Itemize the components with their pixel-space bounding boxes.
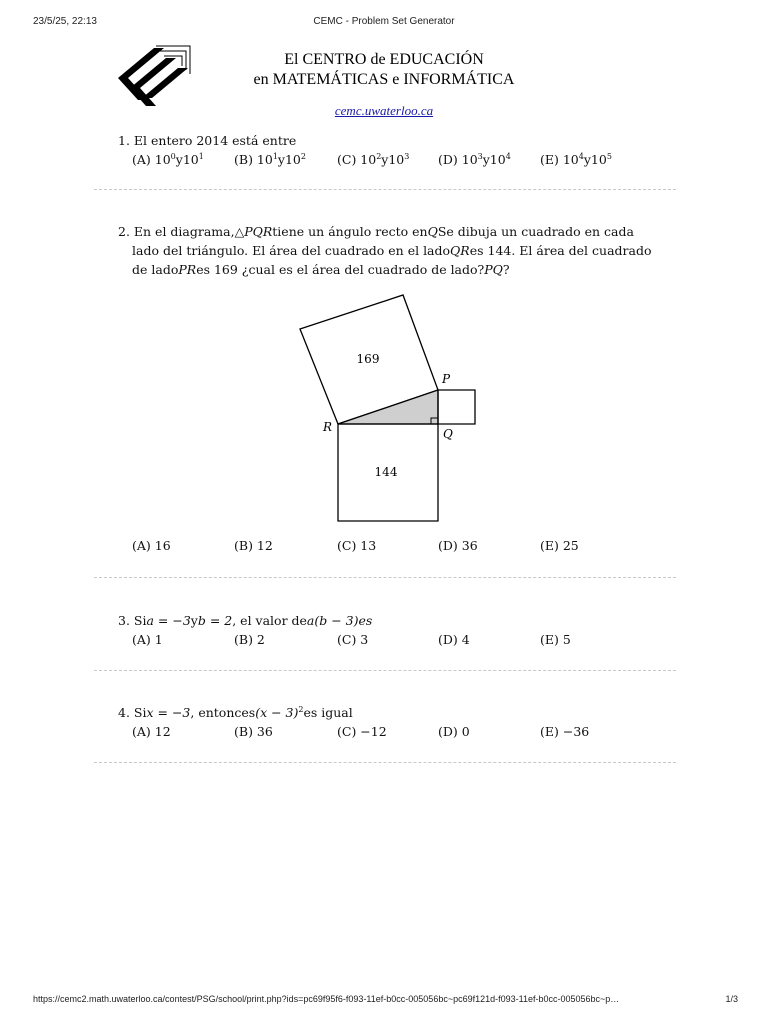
option-d: (D) $10^3y10^4$ (438, 152, 511, 167)
option-d: (D) 0 (438, 724, 470, 739)
question-1 (118, 131, 658, 169)
print-header (0, 16, 768, 30)
vertex-label-r: R (323, 420, 333, 434)
print-datetime: 23/5/25, 22:13 (33, 16, 97, 27)
question-separator (94, 670, 676, 671)
org-title (192, 50, 576, 90)
option-d: (D) 4 (438, 632, 470, 647)
option-c: (C) $10^2y10^3$ (337, 152, 410, 167)
options-row (132, 630, 658, 649)
cemc-logo (116, 44, 192, 108)
question-stem-line-2: lado del triángulo. El área del cuadrado en el ladoQRes 144. El área del cuadrado (132, 243, 652, 258)
site-link[interactable]: cemc.uwaterloo.ca (334, 103, 434, 118)
option-a: (A) 16 (132, 538, 171, 553)
area-label-169: 169 (356, 352, 380, 366)
question-4 (118, 703, 658, 741)
options-row (132, 150, 658, 169)
question-stem-line-3: de ladoPRes 169 ¿cual es el área del cuadrado de lado?PQ? (132, 262, 510, 277)
option-e: (E) −36 (540, 724, 590, 739)
option-b: (B) $10^1y10^2$ (234, 152, 306, 167)
option-a: (A) $10^0y10^1$ (132, 152, 204, 167)
question-3 (118, 611, 658, 649)
question-stem-line-1: 2. En el diagrama,△PQRtiene un ángulo recto enQSe dibuja un cuadrado en cada (118, 224, 634, 239)
vertex-label-q: Q (443, 427, 453, 441)
print-page-title: CEMC - Problem Set Generator (313, 16, 455, 27)
question-2 (118, 222, 658, 279)
option-e: (E) 5 (540, 632, 571, 647)
print-footer (0, 994, 768, 1008)
option-c: (C) 3 (337, 632, 369, 647)
option-e: (E) $10^4y10^5$ (540, 152, 612, 167)
question-separator (94, 577, 676, 578)
question-stem: 3. Sia = −3yb = 2, el valor dea(b − 3)es (118, 613, 373, 628)
option-a: (A) 12 (132, 724, 171, 739)
option-c: (C) 13 (337, 538, 377, 553)
area-label-144: 144 (374, 465, 398, 479)
option-b: (B) 12 (234, 538, 273, 553)
option-a: (A) 1 (132, 632, 163, 647)
question-stem: 1. El entero 2014 está entre (118, 133, 297, 148)
options-row (132, 536, 658, 555)
print-page-count: 1/3 (725, 994, 738, 1004)
option-b: (B) 36 (234, 724, 273, 739)
vertex-label-p: P (442, 372, 451, 386)
square-on-pq (438, 390, 475, 424)
question-2-options (118, 536, 658, 555)
option-d: (D) 36 (438, 538, 478, 553)
option-e: (E) 25 (540, 538, 579, 553)
question-stem: 4. Six = −3, entonces(x − 3)$^2$es igual (118, 705, 353, 720)
option-b: (B) 2 (234, 632, 265, 647)
pythagoras-diagram (294, 290, 484, 526)
org-title-line1: El CENTRO de EDUCACIÓN (284, 51, 484, 68)
option-c: (C) −12 (337, 724, 387, 739)
question-separator (94, 762, 676, 763)
question-separator (94, 189, 676, 190)
options-row (132, 722, 658, 741)
print-url: https://cemc2.math.uwaterloo.ca/contest/PSG/school/print.php?ids=pc69f95f6-f093-11ef-b0cc-005056bc~pc69f121d-f093-11ef-b0cc-005056bc~p… (33, 994, 620, 1004)
org-title-line2: en MATEMÁTICAS e INFORMÁTICA (253, 71, 515, 88)
shaded-triangle (338, 390, 438, 424)
